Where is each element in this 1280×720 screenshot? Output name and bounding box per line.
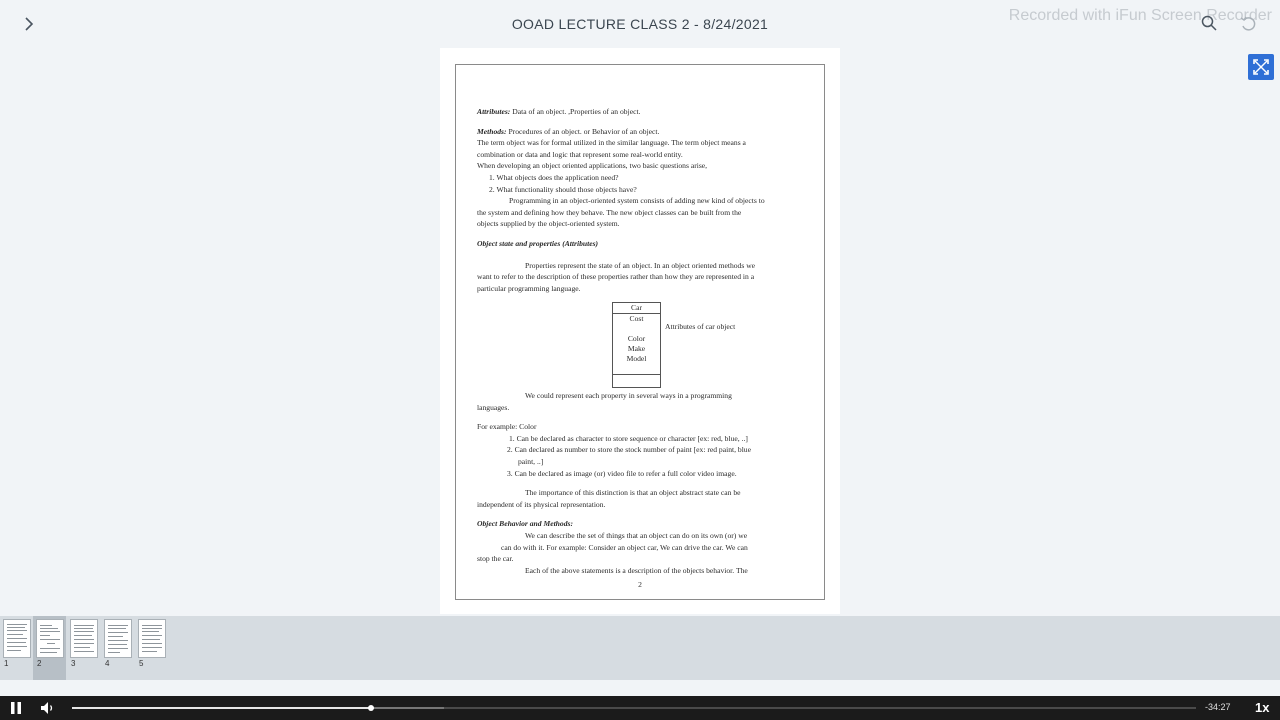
text-line: We can describe the set of things that an object can do on its own (or) we xyxy=(525,530,748,540)
text-line: particular programming language. xyxy=(477,283,581,293)
recorder-watermark: Recorded with iFun Screen Recorder xyxy=(1008,7,1272,24)
section-heading: Object state and properties (Attributes) xyxy=(477,238,599,248)
question-item: 1. What objects does the application need? xyxy=(489,172,619,182)
thumbnail-number: 2 xyxy=(37,659,42,668)
document-body xyxy=(477,106,807,294)
methods-label: Methods: xyxy=(477,126,507,136)
thumbnail-number: 1 xyxy=(4,659,9,668)
thumbnail-page-5[interactable] xyxy=(135,616,168,680)
video-control-bar xyxy=(0,696,1280,720)
methods-line xyxy=(477,126,807,138)
page-thumbnail xyxy=(3,619,31,658)
expand-icon xyxy=(1252,58,1270,76)
text-line: When developing an object oriented applications, two basic questions arise, xyxy=(477,161,708,171)
page-thumbnail xyxy=(104,619,132,658)
methods-text: Procedures of an object. or Behavior of an object. xyxy=(506,126,660,136)
thumbnail-number: 5 xyxy=(139,659,144,668)
text-line: The importance of this distinction is that an object abstract state can be xyxy=(525,488,741,498)
seek-knob[interactable] xyxy=(368,705,374,711)
example-item: 1. Can be declared as character to store sequence or character [ex: red, blue, ..] xyxy=(509,433,748,443)
search-icon[interactable] xyxy=(1200,14,1218,32)
page-number: 2 xyxy=(638,580,642,589)
time-remaining: -34:27 xyxy=(1205,702,1231,712)
diagram-divider xyxy=(613,374,660,375)
text-line: Properties represent the state of an object. In an object oriented methods we xyxy=(525,260,756,270)
volume-icon[interactable] xyxy=(40,701,56,715)
text-line: The term object was for formal utilized in the similar language. The term object means a xyxy=(477,138,746,148)
example-item: paint, ..] xyxy=(518,456,544,466)
class-attribute: Color xyxy=(627,334,646,343)
attributes-label: Attributes: xyxy=(477,107,511,116)
thumbnail-number: 3 xyxy=(71,659,76,668)
text-line: Each of the above statements is a description of the objects behavior. The xyxy=(525,565,748,575)
text-line: For example: Color xyxy=(477,422,537,432)
document-page xyxy=(440,48,840,614)
thumbnail-number: 4 xyxy=(105,659,110,668)
question-item: 2. What functionality should those objects have? xyxy=(489,184,637,194)
viewer-header xyxy=(0,0,1280,48)
strip-spacer xyxy=(0,680,1280,696)
text-line: can do with it. For example: Consider an object car, We can drive the car. We can xyxy=(501,542,748,552)
text-line: want to refer to the description of these properties rather than how they are represented in a xyxy=(477,272,755,282)
document-title: OOAD LECTURE CLASS 2 - 8/24/2021 xyxy=(511,16,769,32)
attributes-text: Data of an object. ,Properties of an object. xyxy=(510,107,641,116)
text-line: We could represent each property in several ways in a programming xyxy=(525,391,732,400)
pause-icon[interactable] xyxy=(10,701,22,715)
page-thumbnail xyxy=(70,619,98,658)
thumbnail-page-4[interactable] xyxy=(101,616,134,680)
thumbnail-strip xyxy=(0,616,1280,680)
class-name: Car xyxy=(631,303,642,312)
text-line: independent of its physical representation. xyxy=(477,499,606,509)
text-line: combination or data and logic that represent some real-world entity. xyxy=(477,149,683,159)
seek-bar-played xyxy=(72,707,371,709)
text-line: objects supplied by the object-oriented system. xyxy=(477,219,620,229)
class-attribute: Make xyxy=(627,344,646,353)
text-line: stop the car. xyxy=(477,554,514,564)
section-heading: Object Behavior and Methods: xyxy=(477,519,573,529)
undo-icon[interactable] xyxy=(1239,14,1257,32)
text-line: the system and defining how they behave. The new object classes can be built from the xyxy=(477,207,742,217)
class-attribute: Cost xyxy=(629,314,644,323)
thumbnail-page-2[interactable] xyxy=(33,616,66,680)
fullscreen-button[interactable] xyxy=(1248,54,1274,80)
thumbnail-page-1[interactable] xyxy=(0,616,33,680)
example-item: 3. Can be declared as image (or) video file to refer a full color video image. xyxy=(507,468,737,478)
car-class-diagram xyxy=(612,302,661,388)
page-thumbnail xyxy=(138,619,166,658)
example-item: 2. Can declared as number to store the stock number of paint [ex: red paint, blue xyxy=(507,445,751,455)
seek-bar[interactable] xyxy=(72,707,1196,709)
document-body-lower xyxy=(477,390,807,576)
page-thumbnail xyxy=(36,619,64,658)
diagram-caption: Attributes of car object xyxy=(665,322,736,331)
class-attribute: Model xyxy=(626,354,647,363)
attributes-line xyxy=(477,106,807,118)
text-line: languages. xyxy=(477,402,510,412)
thumbnail-page-3[interactable] xyxy=(67,616,100,680)
playback-speed-button[interactable]: 1x xyxy=(1255,700,1270,715)
text-line: Programming in an object-oriented system consists of adding new kind of objects to xyxy=(509,196,765,206)
